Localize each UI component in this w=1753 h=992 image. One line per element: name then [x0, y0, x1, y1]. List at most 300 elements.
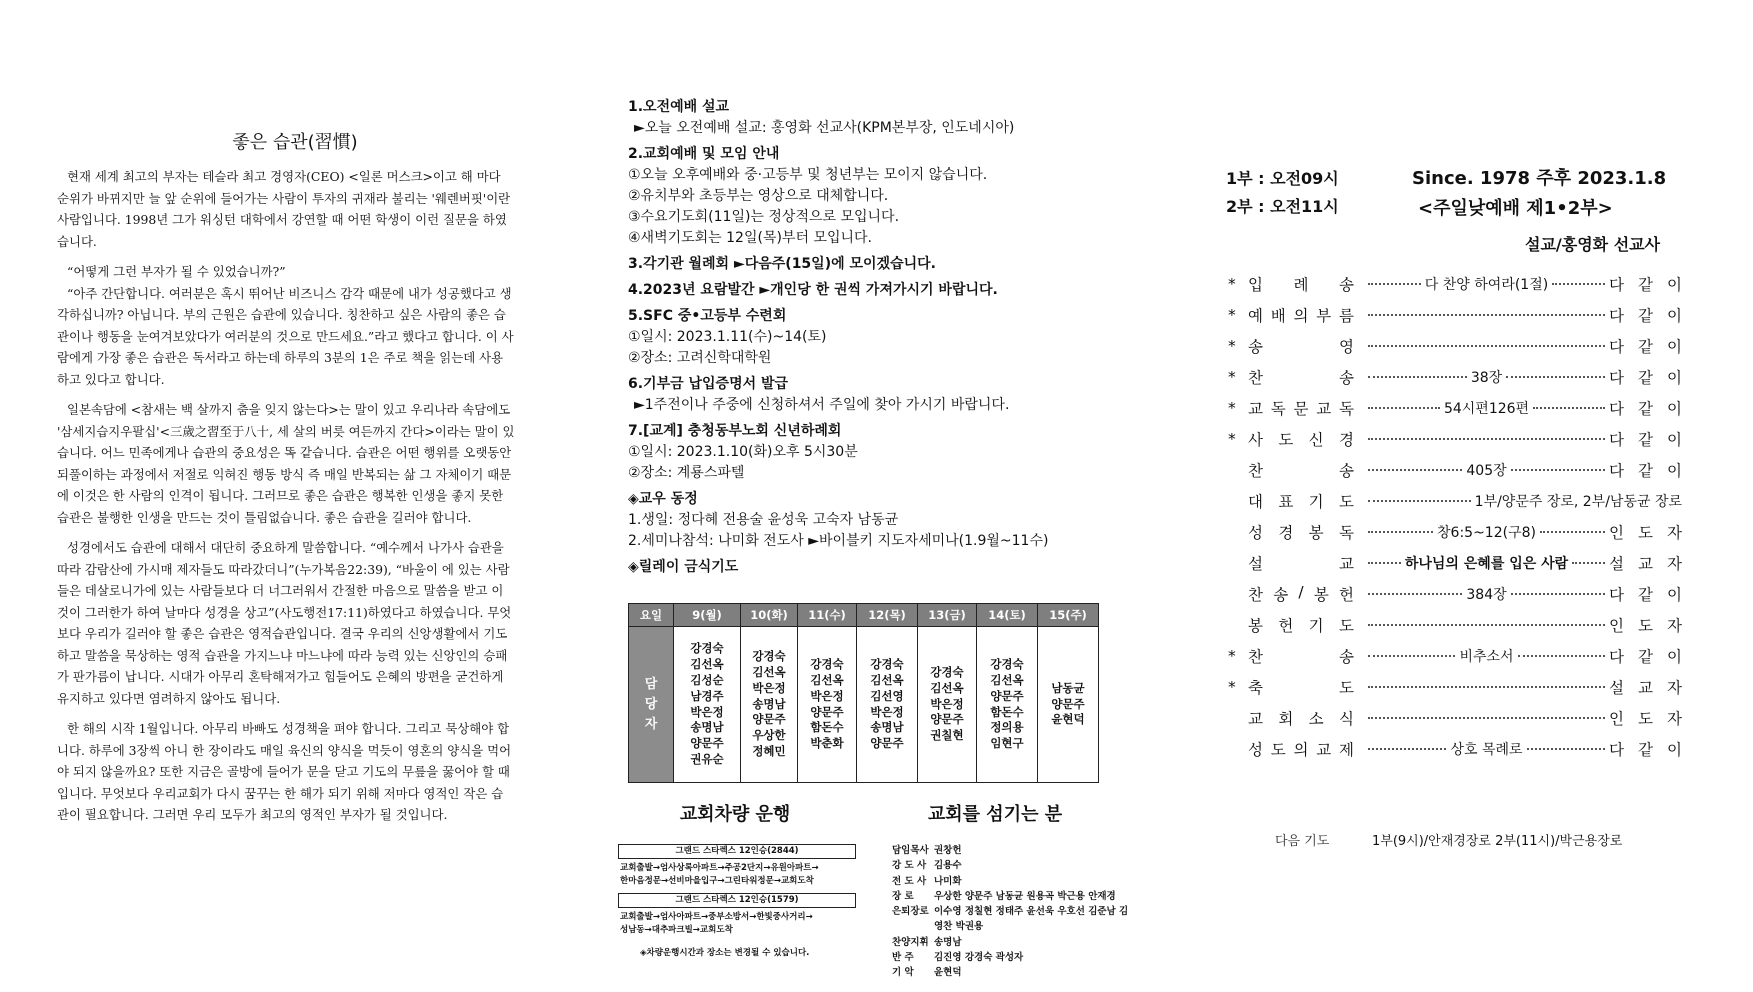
order-resp-char: 자: [1667, 709, 1682, 728]
relay-name: 김성순: [690, 672, 724, 687]
order-label-char: 봉: [1313, 585, 1329, 604]
order-responsible: [1609, 552, 1682, 574]
leader-dots: [1518, 655, 1605, 657]
order-responsible: [1609, 645, 1682, 667]
order-resp-char: 다: [1609, 275, 1624, 294]
relay-name: 우상한: [752, 728, 786, 743]
notices-section: [628, 92, 1108, 578]
car-name: 그랜드 스타렉스 12인승(2844): [618, 844, 856, 859]
relay-name: 남경주: [690, 688, 724, 703]
relay-row-label-char: 당: [644, 696, 658, 712]
order-label-char: 도: [1278, 430, 1294, 449]
order-value-line: [1364, 717, 1609, 719]
relay-name: 양문주: [990, 688, 1024, 703]
preacher: 설교/홍영화 선교사: [1525, 235, 1661, 254]
relay-name: 김선영: [870, 688, 904, 703]
relay-name: 송명남: [690, 720, 724, 735]
relay-name: 임현구: [990, 736, 1024, 751]
order-resp-char: 도: [1638, 523, 1653, 542]
order-value-line: [1364, 491, 1682, 511]
order-value: 다 찬양 하여라(1절): [1424, 276, 1549, 293]
order-label-char: 신: [1308, 430, 1324, 449]
essay-paragraph: 한 해의 시작 1월입니다. 아무리 바빠도 성경책을 펴야 합니다. 그리고 묵상해야 합니다. 하루에 3장씩 아니 한 장이라도 매일 육신의 양식을 먹듯이 영혼의 양식을 먹어야 되지 않을까요? 또한 지금은 골방에 들어가 문을 닫고 기도의 무릎을 꿇어야 할 때입니다. 무엇보다 우리교회가 다시 꿈꾸는 한 해가 되기 위해 저마다 영적인 작은 습관이 필요합니다. 그러면 우리 모두가 최고의 영적인 부자가 될 것입니다.: [57, 721, 512, 822]
leader-dots: [1368, 562, 1401, 564]
relay-name: 송명남: [752, 696, 786, 711]
order-resp-char: 도: [1638, 709, 1653, 728]
car-route-line: 교회출발→엄사상록아파트→주공2단지→유원아파트→: [620, 863, 819, 873]
order-label-char: 도: [1270, 740, 1286, 759]
order-label-char: 사: [1248, 430, 1263, 449]
car-route-line: 교회출발→엄사아파트→중부소방서→한빛중사거리→: [620, 912, 813, 922]
order-value-line: [1364, 345, 1609, 347]
notice-line: ►오늘 오전예배 설교: 홍영화 선교사(KPM본부장, 인도네시아): [634, 120, 1015, 136]
order-responsible: [1609, 707, 1682, 729]
order-label: [1248, 397, 1364, 419]
relay-header-cell: 9(월): [674, 604, 741, 627]
order-value: 상호 목례로: [1450, 741, 1523, 758]
order-label: [1248, 273, 1364, 295]
notice-heading: 1.오전예배 설교: [628, 99, 730, 115]
relay-name: 강경숙: [810, 657, 844, 672]
staff-role: 장 로: [892, 890, 914, 902]
leader-dots: [1527, 748, 1605, 750]
service-time-2: 2부 : 오전11시: [1226, 197, 1339, 216]
car-section-title: 교회차량 운행: [679, 804, 791, 825]
staff-row: [892, 950, 1134, 965]
order-resp-char: 자: [1667, 616, 1682, 635]
leader-dots: [1368, 500, 1471, 502]
order-row: [1228, 299, 1682, 330]
relay-name: 강경숙: [870, 657, 904, 672]
order-responsible: [1609, 676, 1682, 698]
order-label-char: 도: [1338, 616, 1354, 635]
order-label-char: 교: [1248, 709, 1263, 728]
order-label-char: 헌: [1278, 616, 1294, 635]
staff-names: 우상한 양문주 남동균 원용곡 박근용 안재경: [934, 890, 1116, 902]
leader-dots: [1368, 283, 1421, 285]
order-label-char: 배: [1270, 306, 1286, 325]
order-value-line: [1364, 584, 1609, 604]
staff-names: 송명남: [934, 936, 962, 948]
notice-line: ④새벽기도회는 12일(목)부터 모입니다.: [628, 230, 872, 246]
relay-name: 박은정: [752, 680, 786, 695]
notice-heading: ◈릴레이 금식기도: [628, 559, 739, 575]
order-resp-char: 다: [1609, 399, 1624, 418]
order-resp-char: 같: [1638, 368, 1653, 387]
order-resp-char: 이: [1667, 430, 1682, 449]
relay-name: 양문주: [870, 736, 904, 751]
relay-name: 정의용: [990, 720, 1024, 735]
relay-day-cell: [977, 627, 1038, 783]
order-row: [1228, 268, 1682, 299]
order-label: [1248, 521, 1364, 543]
leader-dots: [1511, 593, 1605, 595]
order-resp-char: 이: [1667, 337, 1682, 356]
notice-line: ②유치부와 초등부는 영상으로 대체합니다.: [628, 188, 889, 204]
order-row: [1228, 454, 1682, 485]
order-label: [1248, 304, 1364, 326]
leader-dots: [1540, 531, 1605, 533]
staff-list: [892, 843, 1134, 981]
essay-title: 좋은 습관(習慣): [232, 132, 358, 153]
order-star: *: [1228, 677, 1236, 696]
order-label-char: /: [1298, 582, 1304, 601]
relay-row-label-char: 담: [644, 676, 658, 692]
order-resp-char: 같: [1638, 461, 1653, 480]
order-resp-char: 이: [1667, 461, 1682, 480]
leader-dots: [1368, 655, 1455, 657]
order-resp-char: 같: [1638, 306, 1653, 325]
order-label-char: 제: [1339, 740, 1354, 759]
order-resp-char: 인: [1609, 523, 1624, 542]
order-resp-char: 교: [1638, 678, 1653, 697]
relay-row-label: [629, 627, 674, 783]
order-label-char: 송: [1248, 337, 1263, 356]
order-label-char: 의: [1293, 306, 1309, 325]
relay-name: 양문주: [930, 712, 964, 727]
notice-line: 2.세미나참석: 나미화 전도사 ►바이블키 지도자세미나(1.9월~11수): [628, 533, 1049, 549]
order-resp-char: 자: [1667, 523, 1682, 542]
relay-day-cell: [918, 627, 977, 783]
notice-heading: 2.교회예배 및 모임 안내: [628, 146, 780, 162]
relay-name: 양문주: [810, 704, 844, 719]
staff-names: 윤현덕: [934, 967, 962, 979]
order-row: [1228, 361, 1682, 392]
notice-heading: ◈교우 동정: [628, 491, 698, 507]
staff-role: 기 악: [892, 967, 914, 979]
order-value-line: [1364, 274, 1609, 294]
relay-name: 박은정: [930, 696, 964, 711]
order-label-char: 성: [1248, 523, 1263, 542]
order-responsible: [1609, 583, 1682, 605]
order-label-char: 기: [1308, 492, 1324, 511]
order-star: *: [1228, 274, 1236, 293]
order-label-char: 름: [1339, 306, 1354, 325]
order-value-line: [1364, 624, 1609, 626]
order-label-char: 찬: [1248, 585, 1263, 604]
order-resp-char: 교: [1638, 554, 1653, 573]
order-row: [1228, 671, 1682, 702]
relay-name: 박은정: [810, 688, 844, 703]
order-resp-char: 이: [1667, 399, 1682, 418]
staff-names: 나미화: [934, 875, 962, 887]
relay-name: 양문주: [752, 712, 786, 727]
order-resp-char: 같: [1638, 430, 1653, 449]
staff-role: 담임목사: [892, 845, 929, 856]
order-row: [1228, 423, 1682, 454]
essay-paragraph: 성경에서도 습관에 대해서 대단히 중요하게 말씀합니다. “예수께서 나가사 습관을 따라 감람산에 가시매 제자들도 따라갔더니”(누가복음22:39), “바울이 에 있는 사람들은 데살로니가에 있는 사람들보다 더 너그러워서 간절한 마음으로 말씀을 받고 이것이 그러한가 하여 날마다 성경을 상고”(사도행전17:11)하였다고 하였습니다. 무엇보다 우리가 길러야 할 좋은 습관은 영적습관입니다. 결국 우리의 신앙생활에서 기도하고 말씀을 묵상하는 영적 습관을 가지느냐 마느냐에 따라 능력 있는 신앙인의 승패가 판가름이 납니다. 시대가 아무리 혼탁해져가고 힘들어도 은혜의 방편을 굳건하게 유지하고 있다면 염려하지 않아도 됩니다.: [57, 540, 512, 706]
notice-line: ②장소: 계룡스파텔: [628, 465, 745, 481]
order-responsible: [1609, 428, 1682, 450]
order-label-char: 예: [1248, 306, 1263, 325]
car-route-line: 한마음정문→선비마을입구→그린타워정문→교회도착: [620, 876, 814, 886]
relay-header-cell: 10(화): [741, 604, 798, 627]
staff-role: 찬양지휘: [892, 936, 929, 948]
essay-paragraph: 일본속담에 <참새는 백 살까지 춤을 잊지 않는다>는 말이 있고 우리나라 속담에도 '삼세지습지우팔십'<三歲之習至于八十, 세 살의 버릇 여든까지 간다>이라는 말이 있습니다. 어느 민족에게나 습관의 중요성은 똑 같습니다. 습관은 어떤 행위를 오랫동안 되풀이하는 과정에서 저절로 익혀진 행동 방식 즉 매일 반복되는 삶 그 자체이기 때문에 이것은 한 사람의 인격이 됩니다. 그러므로 좋은 습관은 행복한 인생을 좋지 못한 습관은 불행한 인생을 만드는 것이 틀림없습니다. 좋은 습관을 길러야 합니다.: [57, 402, 515, 525]
order-value: 405장: [1466, 462, 1507, 479]
order-star: *: [1228, 367, 1236, 386]
order-value-line: [1364, 398, 1609, 418]
essay-body: [57, 166, 515, 835]
relay-name: 강경숙: [690, 641, 724, 656]
order-resp-char: 이: [1667, 275, 1682, 294]
order-resp-char: 다: [1609, 647, 1624, 666]
order-value-line: [1364, 460, 1609, 480]
order-value: 창6:5~12(구8): [1437, 524, 1536, 541]
notice-heading: 5.SFC 중•고등부 수련회: [628, 308, 787, 324]
leader-dots: [1511, 469, 1605, 471]
order-label-char: 설: [1248, 554, 1263, 573]
order-resp-char: 다: [1609, 337, 1624, 356]
staff-row: [892, 904, 1134, 935]
order-label-char: 부: [1316, 306, 1332, 325]
order-label: [1248, 583, 1364, 605]
relay-name: 양문주: [1051, 696, 1085, 711]
notice-line: ①오늘 오후예배와 중·고등부 및 청년부는 모이지 않습니다.: [628, 167, 988, 183]
order-label-char: 찬: [1248, 368, 1263, 387]
order-label: [1248, 490, 1364, 512]
order-label: [1248, 428, 1364, 450]
relay-day-cell: [857, 627, 918, 783]
relay-name: 양문주: [690, 736, 724, 751]
worship-order: [1228, 268, 1682, 764]
staff-row: [892, 965, 1134, 980]
order-resp-char: 같: [1638, 399, 1653, 418]
leader-dots: [1368, 314, 1605, 316]
order-responsible: [1609, 521, 1682, 543]
order-row: [1228, 547, 1682, 578]
order-label: [1248, 459, 1364, 481]
relay-name: 함돈수: [810, 720, 844, 735]
essay-paragraph: “아주 간단합니다. 여러분은 혹시 뛰어난 비즈니스 감각 때문에 내가 성공했다고 생각하십니까? 아닙니다. 부의 근원은 습관에 있습니다. 칭찬하고 싶은 사람의 좋은 습관이나 행동을 눈여겨보았다가 여러분의 것으로 만드세요.”라고 했다고 합니다. 이 사람에게 가장 좋은 습관은 독서라고 하는데 하루의 3분의 1은 주로 책을 읽는데 사용하고 있다고 합니다.: [57, 285, 514, 387]
order-resp-char: 같: [1638, 740, 1653, 759]
order-label-char: 대: [1248, 492, 1263, 511]
order-star: *: [1228, 336, 1236, 355]
order-value-line: [1364, 553, 1609, 573]
staff-row: [892, 889, 1134, 904]
order-label: [1248, 707, 1364, 729]
leader-dots: [1368, 345, 1605, 347]
order-label-char: 송: [1339, 275, 1354, 294]
order-label-char: 봉: [1308, 523, 1324, 542]
service-title: <주일낮예배 제1•2부>: [1418, 198, 1613, 219]
order-resp-char: 인: [1609, 616, 1624, 635]
order-value: 38장: [1470, 369, 1503, 386]
order-resp-char: 다: [1609, 461, 1624, 480]
order-label-char: 표: [1278, 492, 1294, 511]
order-label: [1248, 552, 1364, 574]
leader-dots: [1368, 438, 1605, 440]
order-value: 54시편126편: [1443, 400, 1530, 417]
order-label-char: 의: [1293, 740, 1309, 759]
order-star: *: [1228, 398, 1236, 417]
leader-dots: [1368, 376, 1467, 378]
relay-header-cell: 14(토): [977, 604, 1038, 627]
order-responsible: [1609, 459, 1682, 481]
order-label: [1248, 738, 1364, 760]
order-label-char: 교: [1316, 399, 1332, 418]
relay-name: 권유순: [690, 751, 724, 766]
relay-name: 김선옥: [752, 665, 786, 679]
order-resp-char: 다: [1609, 368, 1624, 387]
notice-heading: 3.각기관 월례회 ►다음주(15일)에 모이겠습니다.: [628, 256, 936, 272]
order-value-line: [1364, 438, 1609, 440]
order-label-char: 독: [1270, 399, 1286, 418]
order-label-char: 도: [1338, 492, 1354, 511]
staff-names: 이수영 정칠현 정태주 윤선욱 우호선 김준남 김영찬 박권용: [934, 906, 1129, 933]
order-label-char: 독: [1338, 523, 1354, 542]
order-star: *: [1228, 429, 1236, 448]
order-value: 1부/양문주 장로, 2부/남동균 장로: [1474, 493, 1682, 510]
order-row: [1228, 609, 1682, 640]
order-label-char: 봉: [1248, 616, 1263, 635]
order-resp-char: 이: [1667, 306, 1682, 325]
essay-paragraph: “어떻게 그런 부자가 될 수 있었습니까?”: [67, 264, 286, 279]
car-note: ◈차량운행시간과 장소는 변경될 수 있습니다.: [640, 948, 810, 958]
order-label-char: 경: [1338, 430, 1354, 449]
leader-dots: [1368, 748, 1446, 750]
relay-row-label-char: 자: [644, 716, 658, 732]
order-label-char: 송: [1273, 585, 1289, 604]
order-label-char: 교: [1248, 399, 1263, 418]
order-row: [1228, 702, 1682, 733]
order-label: [1248, 614, 1364, 636]
order-resp-char: 설: [1609, 554, 1624, 573]
order-label-char: 송: [1339, 368, 1354, 387]
order-label-char: 송: [1339, 461, 1354, 480]
relay-name: 김선옥: [990, 672, 1024, 687]
since-date: Since. 1978 주후 2023.1.8: [1412, 168, 1667, 189]
relay-name: 강경숙: [930, 665, 964, 679]
order-label-char: 독: [1339, 399, 1354, 418]
staff-names: 권창헌: [934, 845, 962, 856]
relay-name: 박춘화: [810, 736, 844, 751]
relay-prayer-table: [628, 603, 1099, 783]
leader-dots: [1368, 407, 1440, 409]
order-row: [1228, 516, 1682, 547]
order-resp-char: 자: [1667, 554, 1682, 573]
order-resp-char: 이: [1667, 740, 1682, 759]
staff-row: [892, 874, 1134, 889]
relay-name: 김선옥: [870, 672, 904, 687]
order-label-char: 교: [1316, 740, 1332, 759]
order-resp-char: 같: [1638, 337, 1653, 356]
order-responsible: [1609, 397, 1682, 419]
relay-name: 함돈수: [990, 704, 1024, 719]
car-route-line: 성남동→대추파크빌→교회도착: [620, 925, 733, 935]
leader-dots: [1368, 717, 1605, 719]
order-responsible: [1609, 614, 1682, 636]
order-label-char: 헌: [1339, 585, 1354, 604]
order-label: [1248, 366, 1364, 388]
order-resp-char: 다: [1609, 740, 1624, 759]
notice-line: ③수요기도회(11일)는 정상적으로 모입니다.: [628, 209, 900, 225]
order-value: 비추소서: [1459, 648, 1514, 665]
leader-dots: [1533, 407, 1605, 409]
notice-line: ►1주전이나 주중에 신청하셔서 주일에 찾아 가시기 바랍니다.: [634, 397, 1010, 413]
staff-row: [892, 843, 1134, 858]
essay-paragraph: 현재 세계 최고의 부자는 테슬라 최고 경영자(CEO) <일론 머스크>이고 해 마다 순위가 바뀌지만 늘 앞 순위에 들어가는 사람이 투자의 귀재라 불리는 '웨렌버핏'이란 사람입니다. 1998년 그가 워싱턴 대학에서 강연할 때 어떤 학생이 이런 질문을 하였습니다.: [57, 169, 511, 249]
order-label-char: 찬: [1248, 647, 1263, 666]
order-responsible: [1609, 738, 1682, 760]
relay-day-cell: [798, 627, 857, 783]
relay-header-cell: 12(목): [857, 604, 918, 627]
order-label-char: 입: [1248, 275, 1263, 294]
staff-row: [892, 935, 1134, 950]
relay-name: 김선옥: [810, 672, 844, 687]
order-resp-char: 이: [1667, 647, 1682, 666]
relay-name: 강경숙: [752, 649, 786, 664]
leader-dots: [1368, 593, 1462, 595]
order-label: [1248, 645, 1364, 667]
order-row: [1228, 640, 1682, 671]
relay-name: 김선옥: [930, 680, 964, 695]
staff-role: 강 도 사: [892, 860, 927, 872]
order-row: [1228, 733, 1682, 764]
order-value-line: [1364, 314, 1609, 316]
relay-header-cell: 13(금): [918, 604, 977, 627]
order-label-char: 문: [1293, 399, 1309, 418]
relay-name: 강경숙: [990, 657, 1024, 672]
staff-names: 김용수: [934, 860, 962, 872]
notice-line: 1.생일: 정다혜 전용술 윤성욱 고숙자 남동균: [628, 512, 899, 528]
notice-heading: 7.[교계] 충청동부노회 신년하례회: [628, 423, 842, 439]
leader-dots: [1368, 531, 1433, 533]
relay-name: 송명남: [870, 720, 904, 735]
order-resp-char: 다: [1609, 306, 1624, 325]
relay-header-cell: 11(수): [798, 604, 857, 627]
relay-day-cell: [1038, 627, 1099, 783]
order-responsible: [1609, 304, 1682, 326]
order-label-char: 례: [1293, 275, 1309, 294]
order-value: 하나님의 은혜를 입은 사람: [1404, 555, 1569, 572]
order-label-char: 영: [1339, 337, 1354, 356]
relay-name: 정혜민: [752, 743, 786, 758]
staff-row: [892, 858, 1134, 873]
order-row: [1228, 330, 1682, 361]
notice-line: ①일시: 2023.1.11(수)~14(토): [628, 329, 827, 345]
order-label-char: 송: [1339, 647, 1354, 666]
relay-day-cell: [741, 627, 798, 783]
order-value-line: [1364, 522, 1609, 542]
order-resp-char: 같: [1638, 275, 1653, 294]
leader-dots: [1572, 562, 1605, 564]
staff-role: 전 도 사: [892, 875, 927, 887]
relay-header-cell: 15(주): [1038, 604, 1099, 627]
order-label-char: 찬: [1248, 461, 1263, 480]
order-label-char: 성: [1248, 740, 1263, 759]
order-label-char: 경: [1278, 523, 1294, 542]
leader-dots: [1506, 376, 1605, 378]
order-label: [1248, 335, 1364, 357]
order-resp-char: 같: [1638, 585, 1653, 604]
order-star: *: [1228, 305, 1236, 324]
order-resp-char: 인: [1609, 709, 1624, 728]
order-label-char: 교: [1339, 554, 1354, 573]
order-star: *: [1228, 646, 1236, 665]
relay-name: 김선옥: [690, 657, 724, 672]
order-label-char: 도: [1339, 678, 1354, 697]
order-value-line: [1364, 367, 1609, 387]
relay-header-cell: 요일: [629, 604, 674, 627]
order-resp-char: 도: [1638, 616, 1653, 635]
order-label-char: 식: [1338, 709, 1354, 728]
leader-dots: [1368, 624, 1605, 626]
order-responsible: [1609, 335, 1682, 357]
order-value-line: [1364, 646, 1609, 666]
staff-role: 은퇴장로: [892, 906, 929, 918]
relay-name: 남동균: [1051, 680, 1085, 695]
